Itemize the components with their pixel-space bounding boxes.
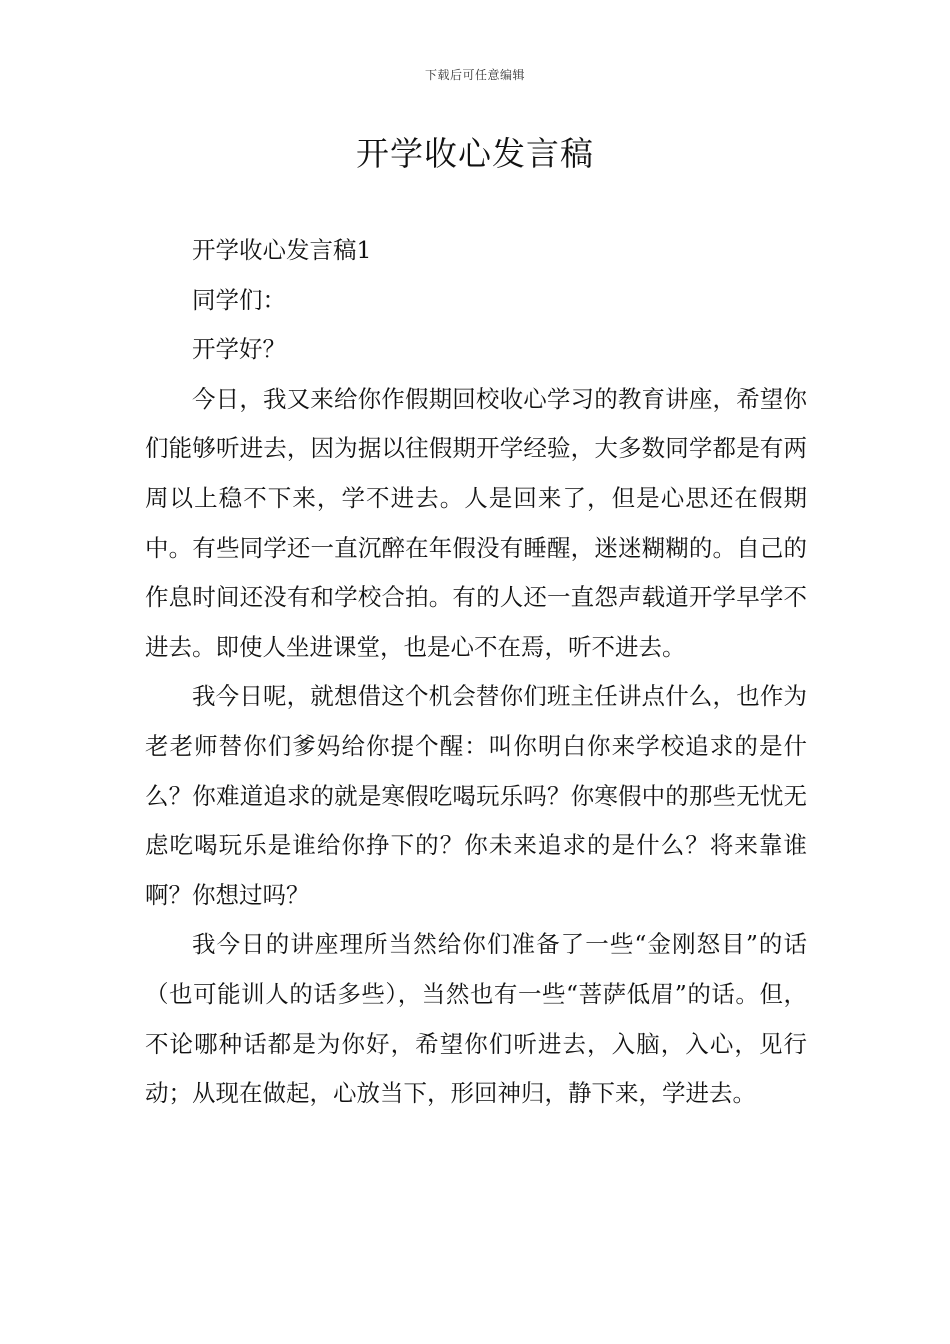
document-body: [145, 226, 807, 1119]
paragraph-body: 我今日呢，就想借这个机会替你们班主任讲点什么，也作为老老师替你们爹妈给你提个醒：叫你明白你来学校追求的是什么？你难道追求的就是寒假吃喝玩乐吗？你寒假中的那些无忧无虑吃喝玩乐是谁给你挣下的？你未来追求的是什么？将来靠谁啊？你想过吗？: [145, 682, 807, 909]
paragraph-greeting: 开学好？: [192, 335, 286, 364]
paragraph-body: 今日，我又来给你作假期回校收心学习的教育讲座，希望你们能够听进去，因为据以往假期开学经验，大多数同学都是有两周以上稳不下来，学不进去。人是回来了，但是心思还在假期中。有些同学还一直沉醉在年假没有睡醒，迷迷糊糊的。自己的作息时间还没有和学校合拍。有的人还一直怨声载道开学早学不进去。即使人坐进课堂，也是心不在焉，听不进去。: [145, 384, 807, 661]
paragraph-body: 我今日的讲座理所当然给你们准备了一些“金刚怒目”的话（也可能训人的话多些），当然也有一些“菩萨低眉”的话。但，不论哪种话都是为你好，希望你们听进去，入脑，入心，见行动；从现在做起，心放当下，形回神归，静下来，学进去。: [145, 930, 807, 1108]
document-title: 开学收心发言稿: [356, 134, 594, 173]
paragraph-salutation: 同学们：: [192, 285, 286, 314]
paragraph-subtitle: 开学收心发言稿1: [192, 236, 372, 264]
header-note: 下载后可任意编辑: [424, 68, 525, 82]
